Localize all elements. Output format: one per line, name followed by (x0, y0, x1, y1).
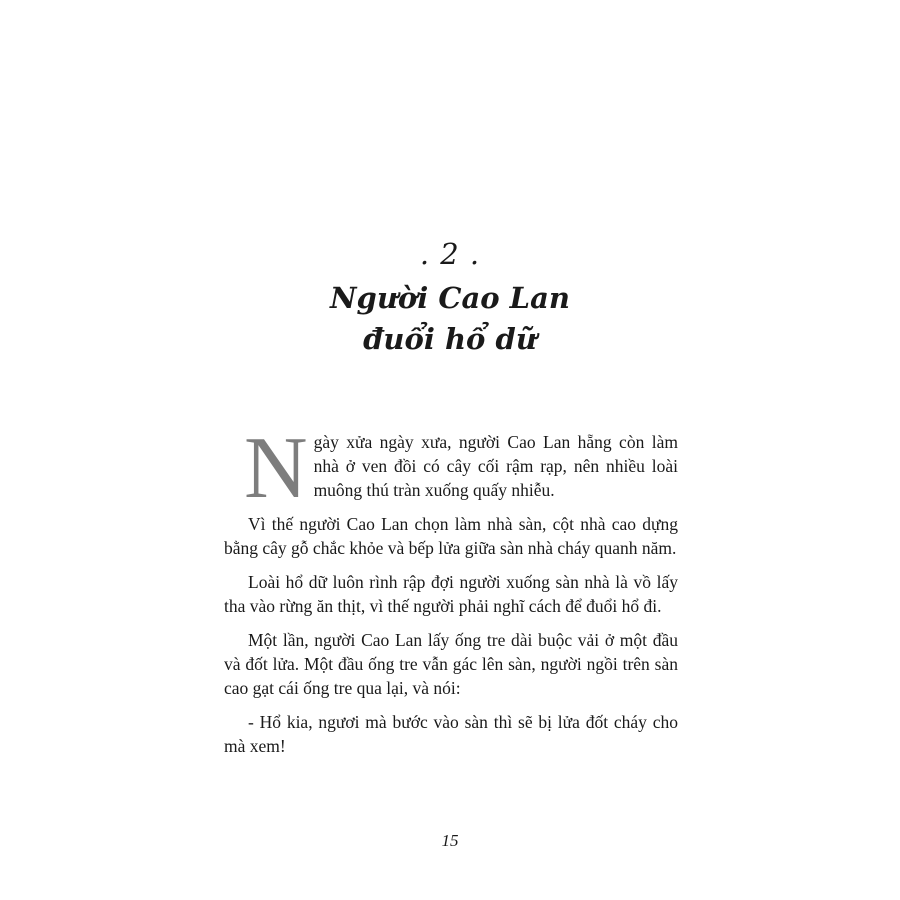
paragraph-1-text: gày xửa ngày xưa, người Cao Lan hẵng còn làm nhà ở ven đồi có cây cối rậm rạp, nên nhiều loài muông thú tràn xuống quấy nhiễu. (313, 432, 678, 500)
chapter-title-line-2: đuổi hổ dữ (363, 322, 537, 356)
chapter-title-line-1: Người Cao Lan (330, 281, 570, 315)
paragraph-3: Loài hổ dữ luôn rình rập đợi người xuống sàn nhà là vồ lấy tha vào rừng ăn thịt, vì thế người phải nghĩ cách để đuổi hổ đi. (224, 572, 678, 616)
paragraph-2: Vì thế người Cao Lan chọn làm nhà sàn, cột nhà cao dựng bằng cây gỗ chắc khỏe và bếp lửa giữa sàn nhà cháy quanh năm. (224, 514, 678, 558)
paragraph-4: Một lần, người Cao Lan lấy ống tre dài buộc vải ở một đầu và đốt lửa. Một đầu ống tre vẫn gác lên sàn, người ngồi trên sàn cao gạt cái ống tre qua lại, và nói: (224, 630, 678, 698)
paragraph-1 (224, 420, 678, 517)
paragraph-5: - Hổ kia, ngươi mà bước vào sàn thì sẽ bị lửa đốt cháy cho mà xem! (224, 712, 678, 756)
body-text (224, 420, 678, 768)
page-number: 15 (441, 831, 459, 850)
drop-cap: N (244, 420, 308, 517)
chapter-title (0, 278, 900, 360)
chapter-number: . 2 . (419, 237, 481, 271)
